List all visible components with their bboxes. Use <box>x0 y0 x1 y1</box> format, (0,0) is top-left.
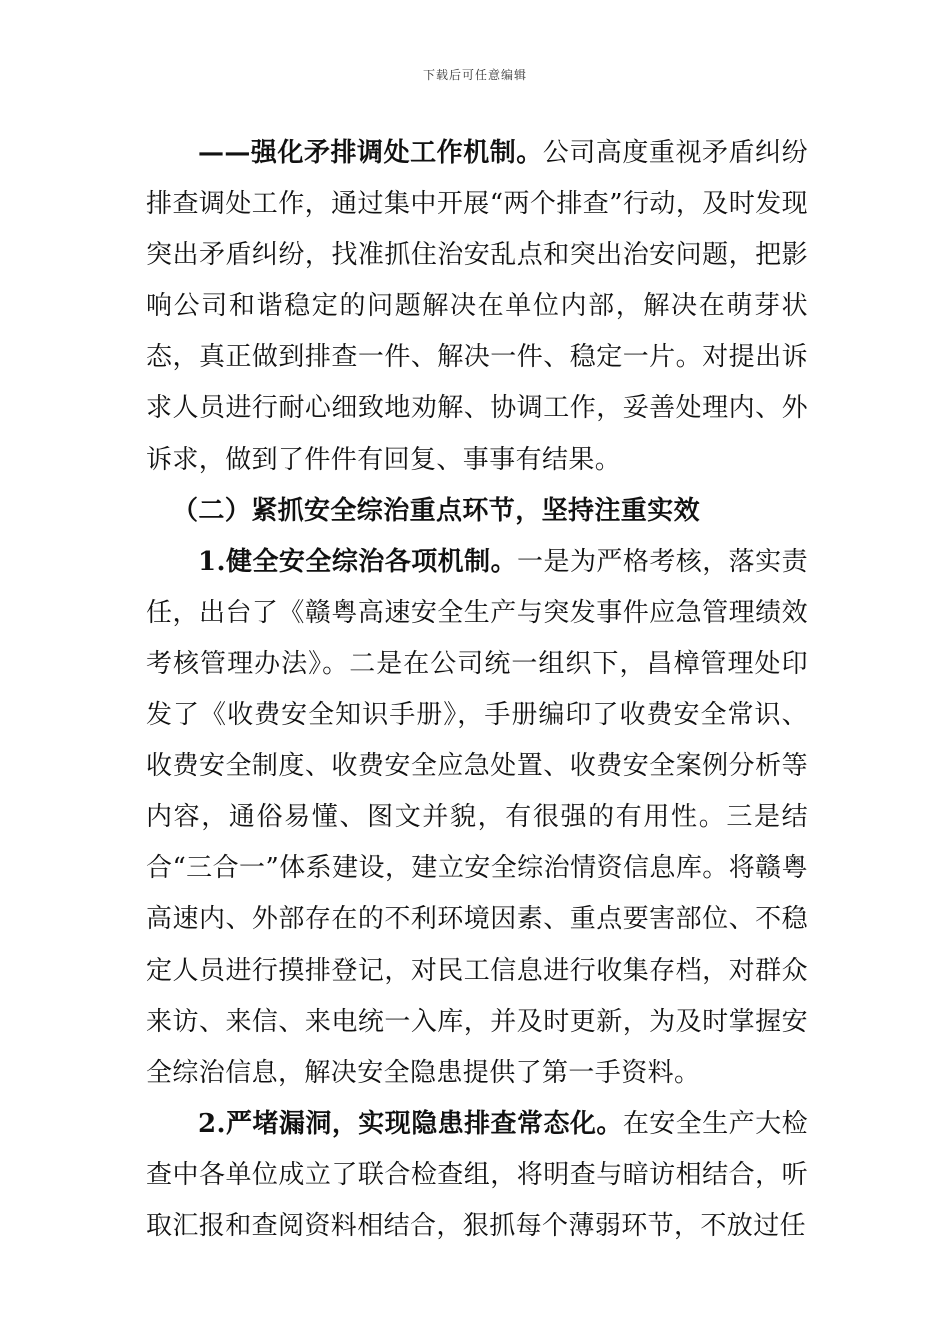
paragraph-text: 一是为严格考核，落实责任，出台了《赣粤高速安全生产与突发事件应急管理绩效考核管理办法》。二是在公司统一组织下，昌樟管理处印发了《收费安全知识手册》，手册编印了收费安全常识、收费安全制度、收费安全应急处置、收费安全案例分析等内容，通俗易懂、图文并貌，有很强的有用性。三是结合“三合一”体系建设，建立安全综治情资信息库。将赣粤高速内、外部存在的不利环境因素、重点要害部位、不稳定人员进行摸排登记，对民工信息进行收集存档，对群众来访、来信、来电统一入库，并及时更新，为及时掌握安全综治信息，解决安全隐患提供了第一手资料。 <box>146 546 808 1088</box>
paragraph-text: 在安全生产大检查中各单位成立了联合检查组，将明查与暗访相结合，听取汇报和查阅资料相结合，狠抓每个薄弱环节，不放过任 <box>146 1108 808 1241</box>
paragraph-mechanism <box>146 128 808 486</box>
paragraph-lead: 1.健全安全综治各项机制。 <box>198 546 518 577</box>
paragraph-item-2 <box>146 1099 808 1252</box>
paragraph-lead: ——强化矛排调处工作机制。 <box>198 138 543 168</box>
header-note: 下载后可任意编辑 <box>422 68 527 82</box>
document-body <box>146 128 808 1252</box>
paragraph-item-1 <box>146 537 808 1099</box>
paragraph-lead: 2.严堵漏洞，实现隐患排查常态化。 <box>198 1108 623 1139</box>
paragraph-text: 公司高度重视矛盾纠纷排查调处工作，通过集中开展“两个排查”行动，及时发现突出矛盾纠纷，找准抓住治安乱点和突出治安问题，把影响公司和谐稳定的问题解决在单位内部，解决在萌芽状态，真正做到排查一件、解决一件、稳定一片。对提出诉求人员进行耐心细致地劝解、协调工作，妥善处理内、外诉求，做到了件件有回复、事事有结果。 <box>146 138 808 475</box>
section-heading: （二）紧抓安全综治重点环节，坚持注重实效 <box>172 495 701 526</box>
